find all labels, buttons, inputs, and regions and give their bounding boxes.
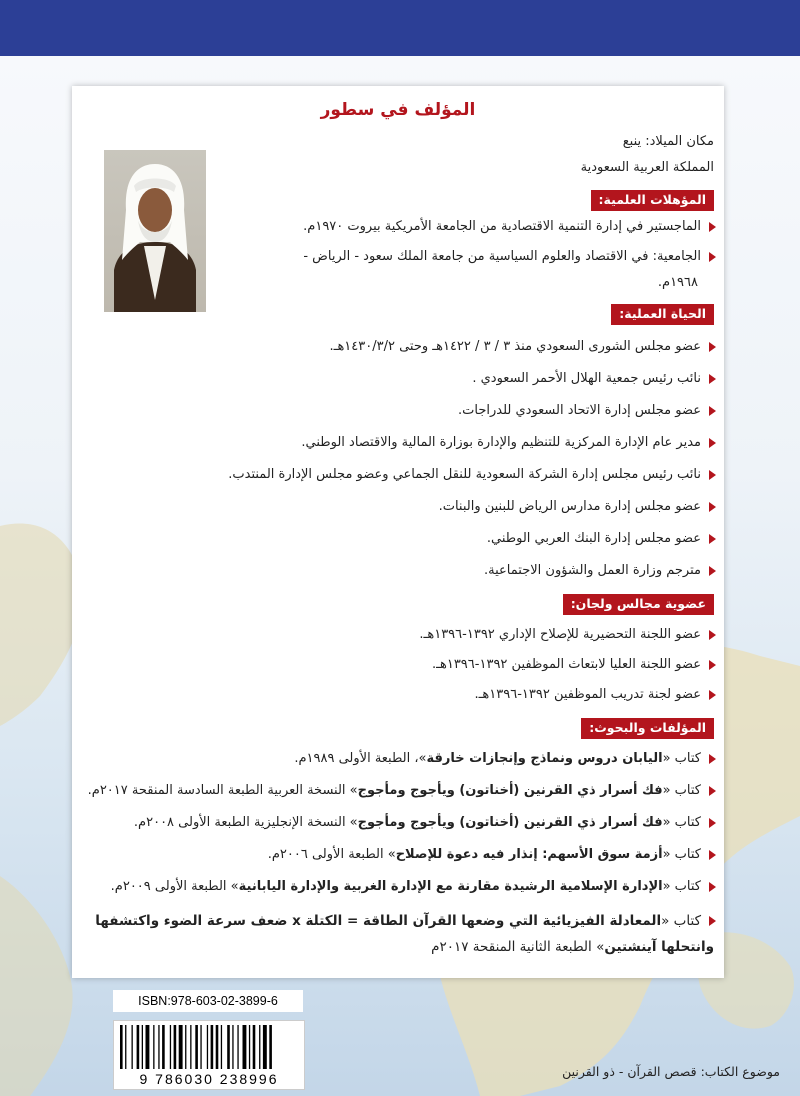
qualification-item-continued: ١٩٦٨م. <box>657 275 698 290</box>
barcode-bar <box>216 1025 219 1069</box>
barcode-bar <box>125 1025 126 1069</box>
bullet-icon <box>709 754 716 764</box>
barcode-bar <box>227 1025 230 1069</box>
barcode-bar <box>190 1025 191 1069</box>
barcode-bar <box>174 1025 177 1069</box>
career-item: نائب رئيس جمعية الهلال الأحمر السعودي . <box>472 366 716 392</box>
barcode-bar <box>207 1025 208 1069</box>
barcode-bars <box>114 1021 304 1071</box>
bullet-icon <box>709 534 716 544</box>
bullet-icon <box>709 818 716 828</box>
barcode-bar <box>195 1025 198 1069</box>
bullet-icon <box>709 342 716 352</box>
bullet-icon <box>709 850 716 860</box>
committees-heading: عضوية مجالس ولجان: <box>563 594 714 615</box>
barcode-bar <box>142 1025 143 1069</box>
publication-item: كتاب «أزمة سوق الأسهم: إنذار فيه دعوة للإصلاح» الطبعة الأولى ٢٠٠٦م. <box>268 842 716 868</box>
bullet-icon <box>709 786 716 796</box>
career-heading: الحياة العملية: <box>611 304 714 325</box>
barcode-bar <box>221 1025 222 1069</box>
top-color-band <box>0 0 800 56</box>
barcode-bar <box>263 1025 267 1069</box>
bullet-icon <box>709 222 716 232</box>
qualification-item: الجامعية: في الاقتصاد والعلوم السياسية من جامعة الملك سعود - الرياض - <box>303 244 716 270</box>
qualification-item: الماجستير في إدارة التنمية الاقتصادية من الجامعة الأمريكية بيروت ١٩٧٠م. <box>303 214 716 240</box>
bullet-icon <box>709 630 716 640</box>
barcode-bar <box>132 1025 133 1069</box>
bullet-icon <box>709 470 716 480</box>
barcode-bar <box>158 1025 159 1069</box>
barcode-bar <box>179 1025 183 1069</box>
barcode-bar <box>243 1025 247 1069</box>
committee-item: عضو اللجنة العليا لابتعاث الموظفين ١٣٩٢-١٣٩٦هـ. <box>432 652 716 678</box>
bullet-icon <box>709 374 716 384</box>
barcode-bar <box>237 1025 238 1069</box>
publication-item: كتاب «الإدارة الإسلامية الرشيدة مقارنة مع الإدارة الغربية والإدارة اليابانية» الطبعة الأولى ٢٠٠٩م. <box>111 874 716 900</box>
bullet-icon <box>709 252 716 262</box>
bullet-icon <box>709 882 716 892</box>
barcode-bar <box>259 1025 260 1069</box>
barcode-bar <box>146 1025 150 1069</box>
career-item: عضو مجلس إدارة البنك العربي الوطني. <box>487 526 716 552</box>
barcode-bar <box>162 1025 165 1069</box>
barcode-number: 9 786030 238996 <box>114 1071 304 1087</box>
barcode-bar <box>269 1025 272 1069</box>
career-item: عضو مجلس الشورى السعودي منذ ٣ / ٣ / ١٤٢٢هـ وحتى ١٤٣٠/٣/٢هـ. <box>330 334 717 360</box>
career-item: مترجم وزارة العمل والشؤون الاجتماعية. <box>484 558 716 584</box>
career-item: مدير عام الإدارة المركزية للتنظيم والإدارة بوزارة المالية والاقتصاد الوطني. <box>301 430 716 456</box>
committee-item: عضو لجنة تدريب الموظفين ١٣٩٢-١٣٩٦هـ. <box>474 682 716 708</box>
card-title: المؤلف في سطور <box>320 100 476 120</box>
career-item: عضو مجلس إدارة مدارس الرياض للبنين والبنات. <box>439 494 716 520</box>
committee-item: عضو اللجنة التحضيرية للإصلاح الإداري ١٣٩٢-١٣٩٦هـ. <box>419 622 716 648</box>
bullet-icon <box>709 660 716 670</box>
bullet-icon <box>709 690 716 700</box>
isbn-label: ISBN:978-603-02-3899-6 <box>113 990 303 1012</box>
book-topic: موضوع الكتاب: قصص القرآن - ذو القرنين <box>562 1064 780 1079</box>
publication-item: كتاب «فك أسرار ذي القرنين (أخناتون) ويأجوج ومأجوج» النسخة الإنجليزية الطبعة الأولى ٢٠٠٨م. <box>134 810 716 836</box>
bullet-icon <box>709 566 716 576</box>
career-item: نائب رئيس مجلس إدارة الشركة السعودية للنقل الجماعي وعضو مجلس الإدارة المنتدب. <box>228 462 716 488</box>
qualifications-heading: المؤهلات العلمية: <box>591 190 714 211</box>
publication-item: كتاب «فك أسرار ذي القرنين (أخناتون) ويأجوج ومأجوج» النسخة العربية الطبعة السادسة المنقحة ٢٠١٧م. <box>88 778 716 804</box>
barcode-bar <box>253 1025 256 1069</box>
bullet-icon <box>709 916 716 926</box>
bullet-icon <box>709 406 716 416</box>
country: المملكة العربية السعودية <box>580 160 714 175</box>
career-item: عضو مجلس إدارة الاتحاد السعودي للدراجات. <box>458 398 716 424</box>
barcode-bar <box>137 1025 140 1069</box>
barcode-bar <box>185 1025 186 1069</box>
barcode-bar <box>170 1025 171 1069</box>
bullet-icon <box>709 438 716 448</box>
publication-item-continued: وانتحلها آينشتين» الطبعة الثانية المنقحة ٢٠١٧م <box>431 939 714 955</box>
bullet-icon <box>709 502 716 512</box>
publications-heading: المؤلفات والبحوث: <box>581 718 714 739</box>
barcode <box>113 1020 305 1090</box>
publication-item: كتاب «المعادلة الفيزيائية التي وضعها القرآن الطاقة = الكتلة x ضعف سرعة الضوء واكتشفها <box>95 908 716 934</box>
barcode-bar <box>120 1025 123 1069</box>
barcode-bar <box>200 1025 201 1069</box>
barcode-bar <box>153 1025 154 1069</box>
barcode-bar <box>232 1025 233 1069</box>
publication-item: كتاب «اليابان دروس ونماذج وإنجازات خارقة»، الطبعة الأولى ١٩٨٩م. <box>294 746 716 772</box>
birth-place: مكان الميلاد: ينبع <box>622 134 714 149</box>
author-card <box>72 86 724 978</box>
barcode-bar <box>249 1025 250 1069</box>
barcode-bar <box>211 1025 214 1069</box>
author-photo <box>104 150 206 312</box>
